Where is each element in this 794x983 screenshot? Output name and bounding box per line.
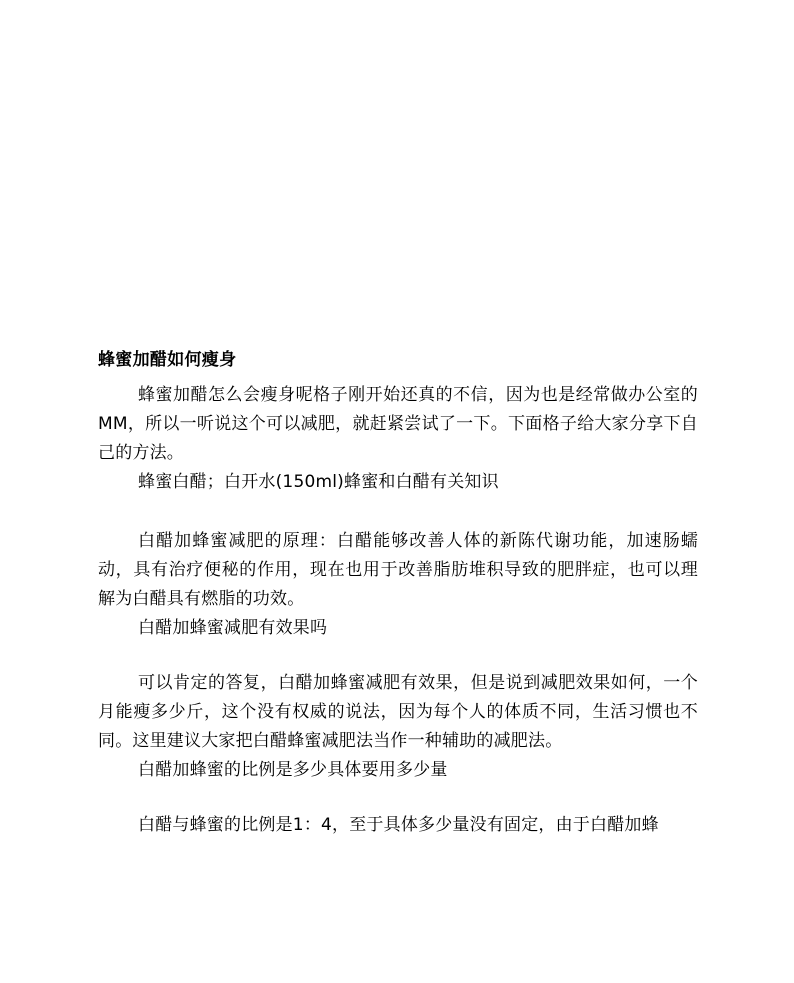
intro-paragraph: 蜂蜜加醋怎么会瘦身呢格子刚开始还真的不信，因为也是经常做办公室的MM，所以一听说这个可以减肥，就赶紧尝试了一下。下面格子给大家分享下自己的方法。 [98, 385, 698, 463]
ingredients-line: 蜂蜜白醋；白开水(150ml)蜂蜜和白醋有关知识 [138, 472, 499, 492]
ratio-heading: 白醋加蜂蜜的比例是多少具体要用多少量 [138, 760, 448, 780]
document-body [98, 345, 698, 840]
ratio-paragraph: 白醋与蜂蜜的比例是1：4，至于具体多少量没有固定，由于白醋加蜂 [138, 815, 659, 835]
effectiveness-paragraph: 可以肯定的答复，白醋加蜂蜜减肥有效果，但是说到减肥效果如何，一个月能瘦多少斤，这个没有权威的说法，因为每个人的体质不同，生活习惯也不同。这里建议大家把白醋蜂蜜减肥法当作一种辅助的减肥法。 [98, 673, 698, 751]
document-title: 蜂蜜加醋如何瘦身 [98, 350, 237, 370]
effectiveness-heading: 白醋加蜂蜜减肥有效果吗 [138, 618, 328, 638]
principle-paragraph: 白醋加蜂蜜减肥的原理：白醋能够改善人体的新陈代谢功能，加速肠蠕动，具有治疗便秘的作用，现在也用于改善脂肪堆积导致的肥胖症，也可以理解为白醋具有燃脂的功效。 [98, 531, 698, 609]
